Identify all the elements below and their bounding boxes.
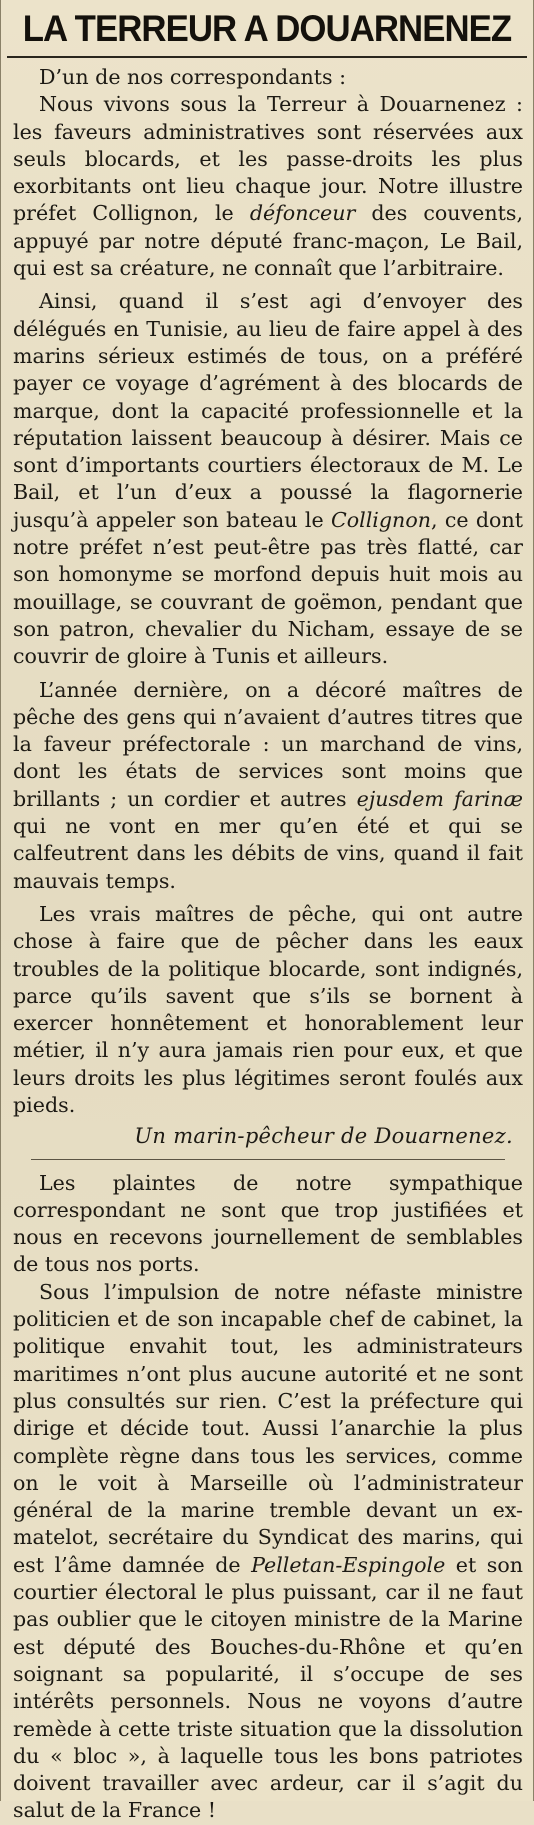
article-body — [1, 64, 533, 1825]
section-divider — [31, 1159, 505, 1160]
paragraph-1-emphasis: défonceur — [249, 201, 356, 226]
article-paragraph-3 — [13, 677, 523, 895]
article-paragraph-2 — [13, 288, 523, 670]
paragraph-2-emphasis: Collignon — [330, 507, 431, 532]
commentary-paragraph-1: Les plaintes de notre sympathique correspondant ne sont que trop justifiées et nous en recevons journellement de semblables de tous nos ports. — [13, 1170, 523, 1277]
article-intro: D’un de nos correspondants : — [39, 65, 347, 89]
paragraph-4-text: Les vrais maîtres de pêche, qui ont autre chose à faire que de pêcher dans les eaux troubles de la politique blocarde, sont indignés, parce qu’ils savent que s’ils se bornent à exercer honnêtement et honorablement leur métier, il n’y aura jamais rien pour eux, et que leurs droits les plus légitimes seront foulés aux pieds. — [13, 901, 523, 1117]
article-paragraph-1 — [13, 91, 523, 282]
article-signature: Un marin-pêcheur de Douarnenez. — [134, 1124, 513, 1149]
paragraph-2-tail: , ce dont notre préfet n’est peut-être pas très flatté, car son homonyme se morfond depuis huit mois au mouillage, se couvrant de goëmon, pendant que son patron, chevalier du Nicham, essaye de se couvrir de gloire à Tunis et ailleurs. — [13, 507, 523, 669]
commentary-2-text: Sous l’impulsion de notre néfaste ministre politicien et de son incapable chef de cabinet, la politique envahit tout, les administrateurs maritimes n’ont plus aucune autorité et ne sont plus consultés sur rien. C’est la préfecture qui dirige et décide tout. Aussi l’anarchie la plus complète règne dans tous les services, comme on le voit à Marseille où l’administrateur général de la marine tremble devant un ex-matelot, secrétaire du Syndicat des marins, qui est l’âme damnée de — [13, 1279, 523, 1577]
paragraph-3-text: L’année dernière, on a décoré maîtres de pêche des gens qui n’avaient d’autres titres que la faveur préfectorale : un marchand de vins, dont les états de services sont moins que brillants ; un cordier et autres — [13, 677, 523, 811]
paragraph-1-text: Nous vivons sous la Terreur à Douarnenez : les faveurs administratives sont réservées aux seuls blocards, et les passe-droits les plus exorbitants ont lieu chaque jour. Notre illustre préfet Collignon, le — [13, 92, 523, 226]
commentary-2-tail: et son courtier électoral le plus puissant, car il ne faut pas oublier que le citoyen ministre de la Marine est député des Bouches-du-Rhône et qu’en soignant sa popularité, il s’occupe de ses intérêts personnels. Nous ne voyons d’autre remède à cette triste situation que la dissolution du « bloc », à laquelle tous les bons patriotes doivent travailler avec ardeur, car il s’agit du salut de la France ! — [13, 1552, 523, 1823]
paragraph-1-tail: des couvents, appuyé par notre député franc-maçon, Le Bail, qui est sa créature, ne connaît que l’arbitraire. — [13, 201, 524, 281]
article-paragraph-4 — [13, 901, 523, 1119]
paragraph-2-text: Ainsi, quand il s’est agi d’envoyer des délégués en Tunisie, au lieu de faire appel à des marins sérieux estimés de tous, on a préféré payer ce voyage d’agrément à des blocards de marque, dont la capacité professionnelle et la réputation laissent beaucoup à désirer. Mais ce sont d’importants courtiers électoraux de M. Le Bail, et l’un d’eux a poussé la flagornerie jusqu’à appeler son bateau le — [13, 289, 523, 532]
headline-rule — [7, 56, 527, 58]
paragraph-3-emphasis: ejusdem farinæ — [356, 786, 523, 811]
commentary-paragraph-2 — [13, 1279, 523, 1825]
commentary-2-emphasis: Pelletan-Espingole — [251, 1552, 446, 1577]
paragraph-3-tail: qui ne vont en mer qu’en été et qui se calfeutrent dans les débits de vins, quand il fait mauvais temps. — [13, 814, 523, 893]
article-headline: LA TERREUR A DOUARNENEZ — [22, 8, 512, 49]
